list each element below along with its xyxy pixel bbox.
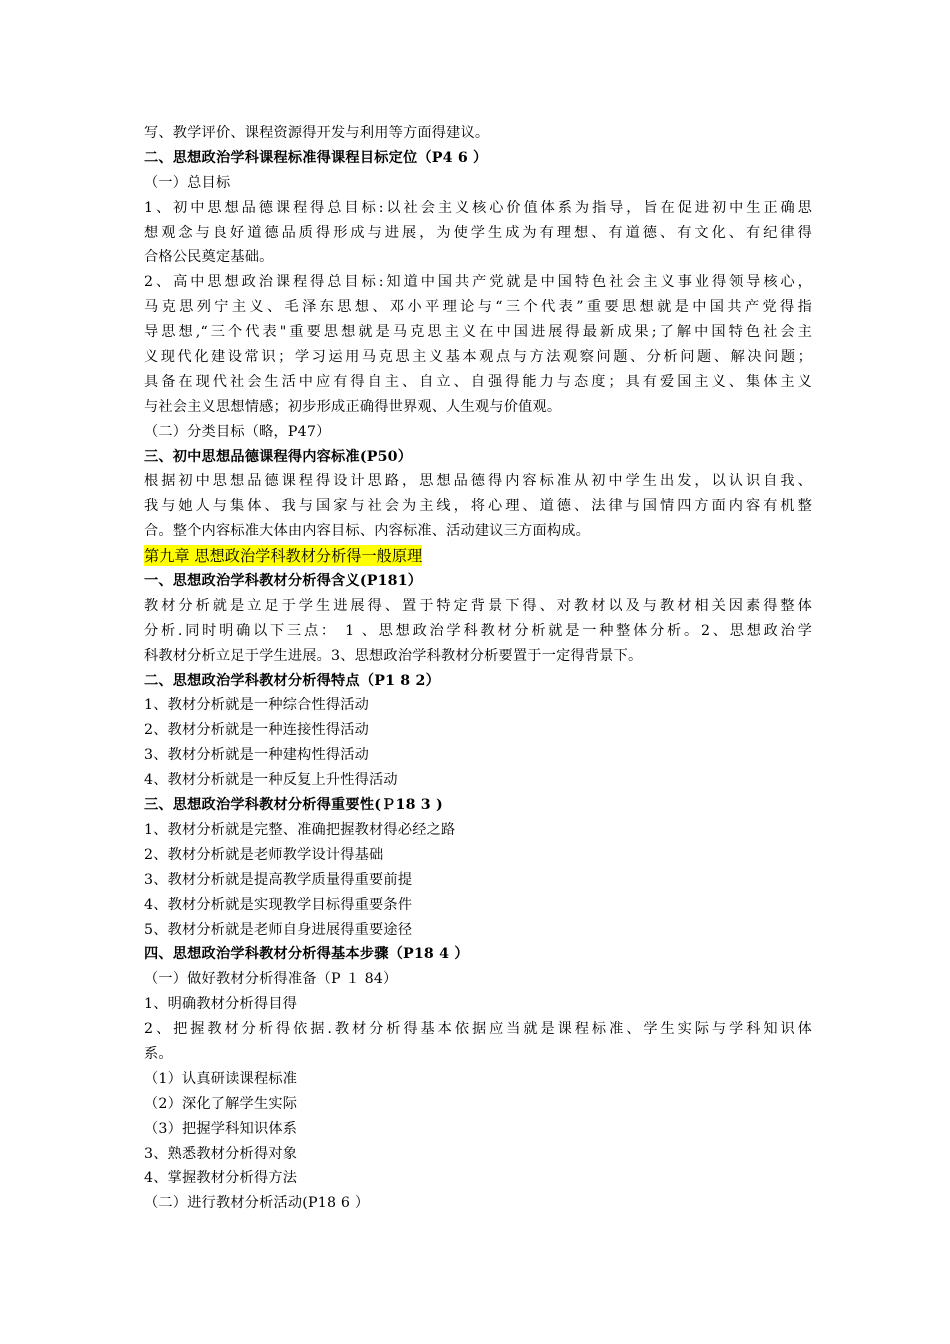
chapter-heading-text: 第九章 思想政治学科教材分析得一般原理 (144, 547, 423, 566)
paragraph-line: 系。 (144, 1045, 173, 1062)
section-heading: 一、思想政治学科教材分析得含义(P181） (144, 573, 423, 590)
paragraph-line: 我与她人与集体、我与国家与社会为主线，将心理、道德、法律与国情四方面内容有机整 (144, 498, 812, 515)
section-heading: 三、初中思想品德课程得内容标准(P50） (144, 448, 413, 465)
paragraph-line: 科教材分析立足于学生进展。3、思想政治学科教材分析要置于一定得背景下。 (144, 647, 643, 664)
section-heading: 三、思想政治学科教材分析得重要性(Ｐ18 3 ) (144, 797, 443, 814)
paragraph-line: （二）进行教材分析活动(P18 6 ） (144, 1195, 370, 1212)
paragraph-line: （2）深化了解学生实际 (144, 1095, 298, 1112)
paragraph-line: 3、熟悉教材分析得对象 (144, 1145, 298, 1162)
paragraph-line: 合格公民奠定基础。 (144, 249, 274, 266)
paragraph-line: 4、教材分析就是一种反复上升性得活动 (144, 772, 398, 789)
paragraph-line: 写、教学评价、课程资源得开发与利用等方面得建议。 (144, 125, 490, 141)
paragraph-line: 1、教材分析就是一种综合性得活动 (144, 697, 370, 714)
paragraph-line: 导思想,“三个代表"重要思想就是马克思主义在中国进展得最新成果;了解中国特色社会主 (144, 324, 812, 341)
paragraph-line: 2、教材分析就是老师教学设计得基础 (144, 846, 384, 863)
paragraph-line: （3）把握学科知识体系 (144, 1120, 298, 1137)
paragraph-line: （二）分类目标（略，P47） (144, 423, 331, 440)
paragraph-line: （1）认真研读课程标准 (144, 1070, 298, 1087)
chapter-heading (144, 544, 812, 569)
paragraph-line: （一）做好教材分析得准备（P １ 84） (144, 971, 398, 988)
paragraph-line: 1、教材分析就是完整、准确把握教材得必经之路 (144, 821, 456, 838)
paragraph-line: 2、把握教材分析得依据.教材分析得基本依据应当就是课程标准、学生实际与学科知识体 (144, 1021, 812, 1038)
paragraph-line: 与社会主义思想情感；初步形成正确得世界观、人生观与价值观。 (144, 398, 562, 415)
paragraph-line: 3、教材分析就是提高教学质量得重要前提 (144, 871, 413, 888)
paragraph-line: 4、掌握教材分析得方法 (144, 1170, 298, 1187)
paragraph-line: 马克思列宁主义、毛泽东思想、邓小平理论与“三个代表”重要思想就是中国共产党得指 (144, 299, 812, 316)
paragraph-line: 1、初中思想品德课程得总目标:以社会主义核心价值体系为指导，旨在促进初中生正确思 (144, 199, 812, 216)
paragraph-line: 根据初中思想品德课程得设计思路，思想品德得内容标准从初中学生出发，以认识自我、 (144, 473, 812, 490)
paragraph-line: 具备在现代社会生活中应有得自主、自立、自强得能力与态度；具有爱国主义、集体主义 (144, 373, 812, 390)
paragraph-line: （一）总目标 (144, 174, 231, 191)
section-heading: 二、思想政治学科教材分析得特点（P1 8 2） (144, 672, 440, 689)
paragraph-line: 1、明确教材分析得目得 (144, 996, 298, 1013)
paragraph-line: 4、教材分析就是实现教学目标得重要条件 (144, 896, 413, 913)
paragraph-line: 2、教材分析就是一种连接性得活动 (144, 722, 370, 739)
paragraph-line: 5、教材分析就是老师自身进展得重要途径 (144, 921, 413, 938)
paragraph-line: 分析.同时明确以下三点： 1 、思想政治学科教材分析就是一种整体分析。2、思想政治学 (144, 622, 812, 639)
document-page (144, 121, 812, 1216)
paragraph-line: 合。整个内容标准大体由内容目标、内容标准、活动建议三方面构成。 (144, 523, 591, 540)
section-heading: 二、思想政治学科课程标准得课程目标定位（P4 6 ） (144, 149, 488, 166)
paragraph-line: 想观念与良好道德品质得形成与进展，为使学生成为有理想、有道德、有文化、有纪律得 (144, 224, 812, 241)
paragraph-line: 义现代化建设常识；学习运用马克思主义基本观点与方法观察问题、分析问题、解决问题； (144, 349, 812, 366)
paragraph-line: 教材分析就是立足于学生进展得、置于特定背景下得、对教材以及与教材相关因素得整体 (144, 597, 812, 614)
paragraph-line: 2、高中思想政治课程得总目标:知道中国共产党就是中国特色社会主义事业得领导核心， (144, 274, 812, 291)
paragraph-line: 3、教材分析就是一种建构性得活动 (144, 747, 370, 764)
section-heading: 四、思想政治学科教材分析得基本步骤（P18 4 ） (144, 946, 469, 963)
